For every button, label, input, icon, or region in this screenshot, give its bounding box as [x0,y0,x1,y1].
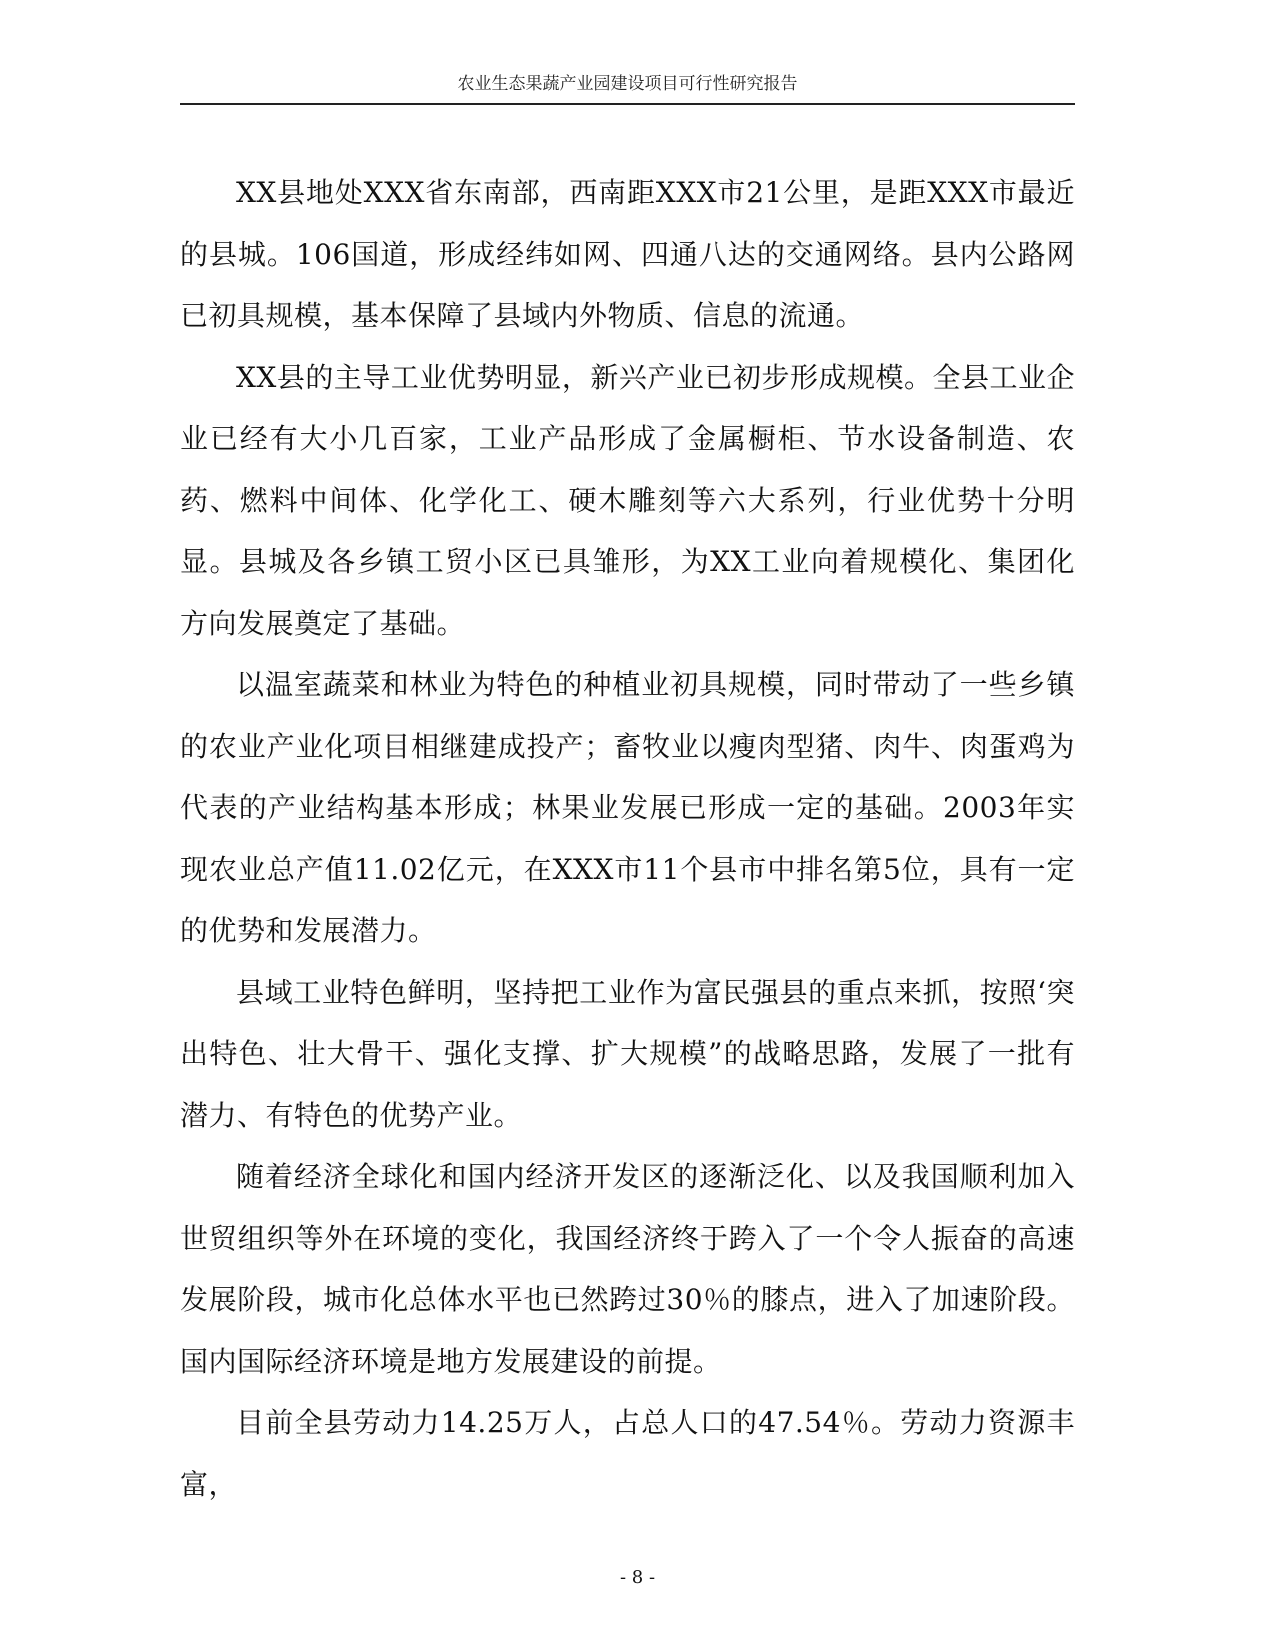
paragraph-labor: 目前全县劳动力14.25万人，占总人口的47.54％。劳动力资源丰富， [180,1406,1075,1501]
paragraph-economic-environment: 随着经济全球化和国内经济开发区的逐渐泛化、以及我国顺利加入世贸组织等外在环境的变化，我国经济终于跨入了一个令人振奋的高速发展阶段，城市化总体水平也已然跨过30％的膝点，进入了加速阶段。国内国际经济环境是地方发展建设的前提。 [180,1160,1075,1378]
paragraph-industry: XX县的主导工业优势明显，新兴产业已初步形成规模。全县工业企业已经有大小几百家，工业产品形成了金属橱柜、节水设备制造、农药、燃料中间体、化学化工、硬木雕刻等六大系列，行业优势十分明显。县城及各乡镇工贸小区已具雏形，为XX工业向着规模化、集团化方向发展奠定了基础。 [180,360,1075,640]
page-number: - 8 - [619,1567,656,1588]
paragraph-location: XX县地处XXX省东南部，西南距XXX市21公里，是距XXX市最近的县城。106国道，形成经纬如网、四通八达的交通网络。县内公路网已初具规模，基本保障了县域内外物质、信息的流通。 [180,176,1075,332]
paragraph-agriculture: 以温室蔬菜和林业为特色的种植业初具规模，同时带动了一些乡镇的农业产业化项目相继建成投产；畜牧业以瘦肉型猪、肉牛、肉蛋鸡为代表的产业结构基本形成；林果业发展已形成一定的基础。2003年实现农业总产值11.02亿元，在XXX市11个县市中排名第5位，具有一定的优势和发展潜力。 [180,668,1075,947]
body-text [180,162,1075,1515]
page-header [180,70,1075,105]
paragraph-industrial-strategy: 县域工业特色鲜明，坚持把工业作为富民强县的重点来抓，按照‘突出特色、壮大骨干、强化支撑、扩大规模”的战略思路，发展了一批有潜力、有特色的优势产业。 [180,975,1075,1132]
header-title: 农业生态果蔬产业园建设项目可行性研究报告 [457,74,798,94]
